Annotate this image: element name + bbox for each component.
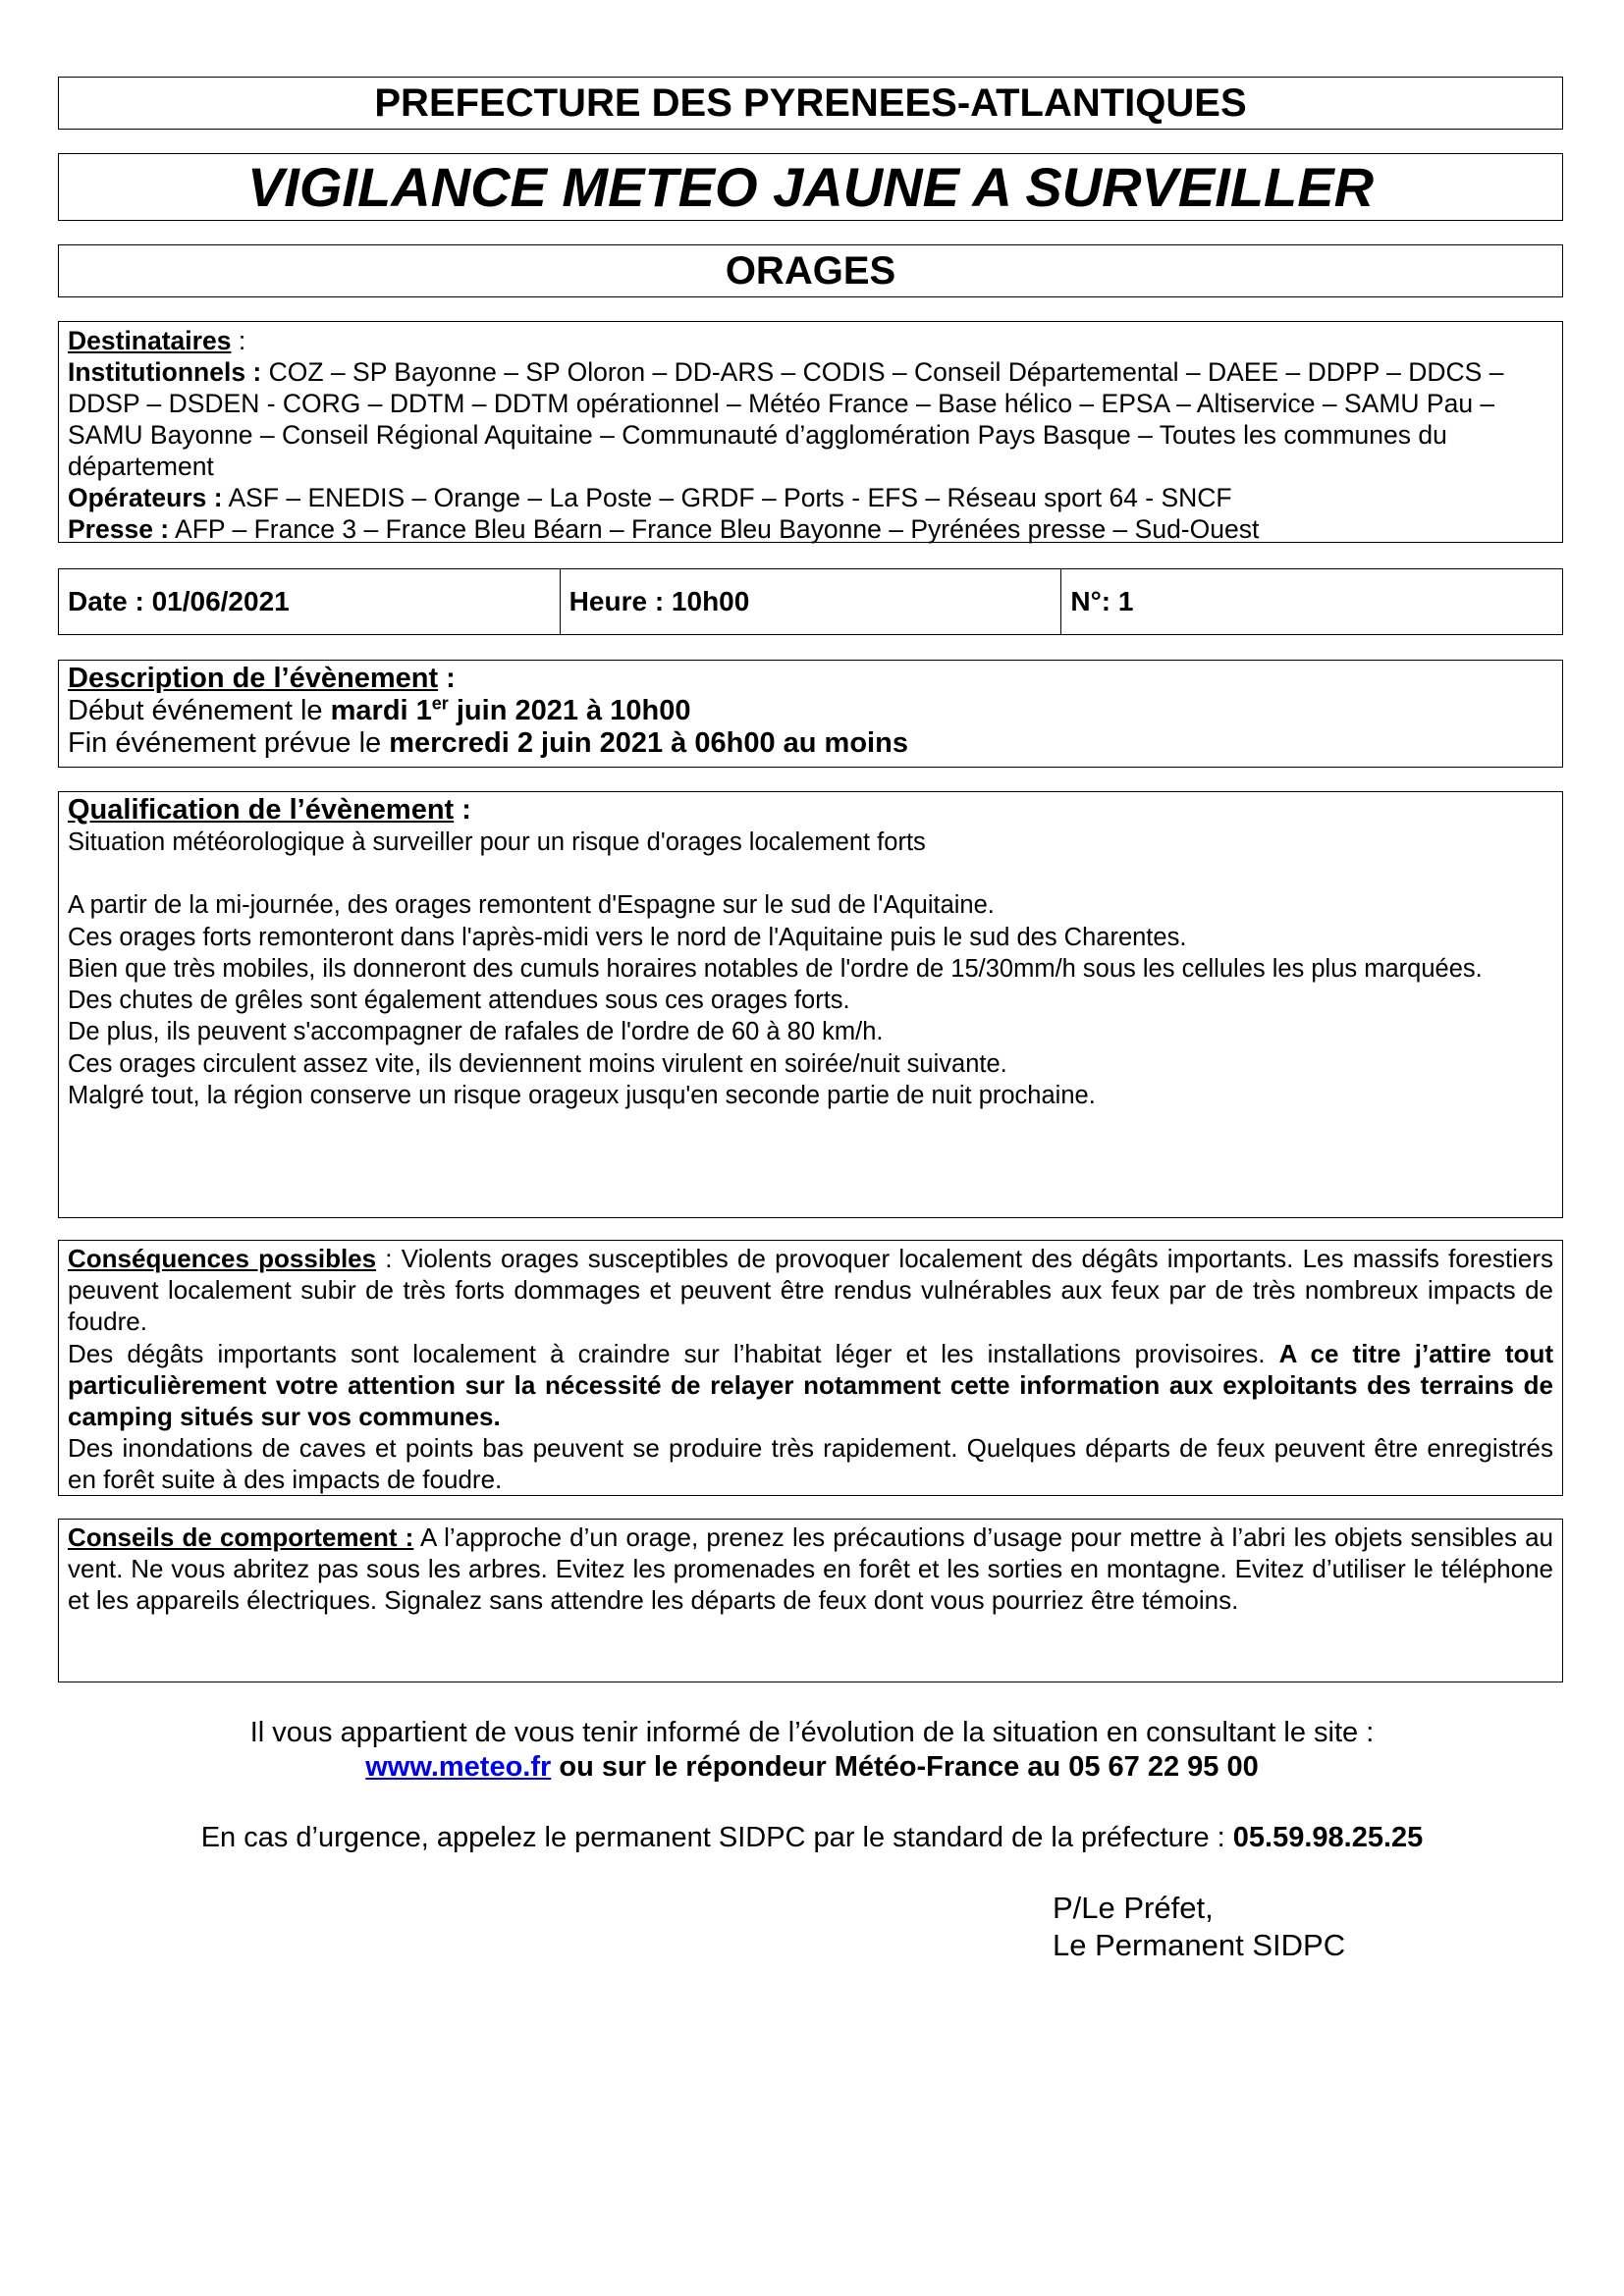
recipients-heading bbox=[68, 325, 1553, 356]
recipients-presse bbox=[68, 513, 1553, 545]
heure-cell: Heure : 10h00 bbox=[561, 569, 1062, 634]
presse-text: AFP – France 3 – France Bleu Béarn – France Bleu Bayonne – Pyrénées presse – Sud-Ouest bbox=[169, 514, 1260, 544]
signature-block bbox=[1053, 1890, 1345, 1964]
consequences-p2-bold: A ce titre j’attire tout particulièrement votre attention sur la nécessité de relayer notamment cette information aux exploitants des terrains de camping situés sur vos communes. bbox=[68, 1338, 1553, 1432]
operateurs-text: ASF – ENEDIS – Orange – La Poste – GRDF – Ports - EFS – Réseau sport 64 - SNCF bbox=[222, 483, 1232, 512]
qualification-line: A partir de la mi-journée, des orages remontent d'Espagne sur le sud de l'Aquitaine. bbox=[68, 891, 995, 920]
phenomenon-header bbox=[58, 244, 1563, 297]
consequences-p3: Des inondations de caves et points bas peuvent se produire très rapidement. Quelques départs de feux peuvent être enregistrés en forêt suite à des impacts de foudre. bbox=[68, 1433, 1553, 1495]
description-box bbox=[58, 660, 1563, 768]
qualification-box bbox=[58, 791, 1563, 1218]
consequences-p2-text: Des dégâts importants sont localement à craindre sur l’habitat léger et les installations provisoires. bbox=[68, 1338, 1279, 1368]
conseils-box bbox=[58, 1519, 1563, 1682]
footer-urgence bbox=[0, 1821, 1624, 1855]
date-cell: Date : 01/06/2021 bbox=[59, 569, 561, 634]
consequences-p1-text: : Violents orages susceptibles de provoquer localement des dégâts importants. Les massifs forestiers peuvent localement subir de très forts dommages et peuvent être rendus vulnérables aux feux par de très nombreux impacts de foudre. bbox=[68, 1244, 1553, 1337]
description-heading bbox=[68, 663, 1553, 695]
start-sup: er bbox=[431, 693, 449, 714]
urgence-text: En cas d’urgence, appelez le permanent SIDPC par le standard de la préfecture : bbox=[200, 1822, 1233, 1853]
qualification-title-suffix: : bbox=[454, 794, 471, 826]
signature-line-1: P/Le Préfet, bbox=[1053, 1891, 1214, 1925]
start-day: mardi 1 bbox=[330, 695, 432, 726]
footer-info-line: Il vous appartient de vous tenir informé de l’évolution de la situation en consultant le site : bbox=[249, 1717, 1375, 1748]
consequences-p2 bbox=[68, 1338, 1553, 1433]
conseils-title: Conseils de comportement : bbox=[68, 1522, 414, 1552]
signature-line-2: Le Permanent SIDPC bbox=[1053, 1928, 1346, 1962]
meta-row bbox=[58, 568, 1563, 635]
meteo-link[interactable]: www.meteo.fr bbox=[365, 1751, 552, 1783]
presse-label: Presse : bbox=[68, 514, 170, 544]
recipients-title-suffix: : bbox=[231, 326, 246, 355]
start-rest: juin 2021 à 10h00 bbox=[448, 695, 691, 726]
qualification-summary: Situation météorologique à surveiller pour un risque d'orages localement forts bbox=[68, 828, 926, 856]
prefecture-title: PREFECTURE DES PYRENEES-ATLANTIQUES bbox=[374, 80, 1247, 125]
consequences-p1 bbox=[68, 1243, 1553, 1338]
numero-cell: N°: 1 bbox=[1070, 586, 1134, 616]
recipients-operateurs bbox=[68, 482, 1553, 513]
qualification-heading bbox=[68, 794, 1553, 827]
qualification-line: Ces orages circulent assez vite, ils deviennent moins virulent en soirée/nuit suivante. bbox=[68, 1049, 1007, 1078]
consequences-title: Conséquences possibles bbox=[68, 1244, 377, 1273]
repondeur-text: ou sur le répondeur Météo-France au 05 67 22 95 00 bbox=[551, 1751, 1259, 1783]
end-bold: mercredi 2 juin 2021 à 06h00 au moins bbox=[389, 727, 908, 759]
start-prefix: Début événement le bbox=[68, 695, 331, 726]
qualification-line: Malgré tout, la région conserve un risque orageux jusqu'en seconde partie de nuit prochaine. bbox=[68, 1082, 1096, 1110]
institutionnels-label: Institutionnels : bbox=[68, 357, 262, 387]
recipients-box bbox=[58, 321, 1563, 543]
vigilance-header bbox=[58, 153, 1563, 221]
spacer bbox=[68, 858, 1553, 889]
footer-link-line bbox=[0, 1750, 1624, 1785]
description-start bbox=[68, 695, 1553, 727]
urgence-number: 05.59.98.25.25 bbox=[1232, 1822, 1424, 1853]
description-title-suffix: : bbox=[438, 663, 456, 694]
qualification-title: Qualification de l’évènement bbox=[68, 794, 455, 826]
consequences-box bbox=[58, 1240, 1563, 1496]
institutionnels-text: COZ – SP Bayonne – SP Oloron – DD-ARS – CODIS – Conseil Départemental – DAEE – DDPP – DDCS – DDSP – DSDEN - CORG – DDTM – DDTM opérationnel – Météo France – Base hélico – EPSA – Altiservice – SAMU Pau – SAMU Bayonne – Conseil Régional Aquitaine – Communauté d’agglomération Pays Basque – Toutes les communes du département bbox=[68, 357, 1504, 481]
recipients-institutionnels bbox=[68, 356, 1553, 482]
qualification-line: Bien que très mobiles, ils donneront des cumuls horaires notables de l'ordre de 15/30mm/h sous les cellules les plus marquées. bbox=[68, 954, 1483, 983]
end-prefix: Fin événement prévue le bbox=[68, 727, 390, 759]
prefecture-header bbox=[58, 77, 1563, 130]
operateurs-label: Opérateurs : bbox=[68, 483, 223, 512]
qualification-line: De plus, ils peuvent s'accompagner de rafales de l'ordre de 60 à 80 km/h. bbox=[68, 1018, 884, 1046]
phenomenon-title: ORAGES bbox=[725, 248, 896, 293]
qualification-line: Ces orages forts remonteront dans l'après-midi vers le nord de l'Aquitaine puis le sud des Charentes. bbox=[68, 923, 1187, 951]
description-end bbox=[68, 727, 1553, 760]
footer-info bbox=[0, 1716, 1624, 1785]
conseils-text: A l’approche d’un orage, prenez les précautions d’usage pour mettre à l’abri les objets sensibles au vent. Ne vous abritez pas sous les arbres. Evitez les promenades en forêt et les sorties en montagne. Evitez d’utiliser le téléphone et les appareils électriques. Signalez sans attendre les départs de feux dont vous pourriez être témoins. bbox=[68, 1522, 1553, 1615]
qualification-line: Des chutes de grêles sont également attendues sous ces orages forts. bbox=[68, 987, 850, 1015]
description-title: Description de l’évènement bbox=[68, 663, 439, 694]
recipients-title: Destinataires bbox=[68, 326, 232, 355]
vigilance-title: VIGILANCE METEO JAUNE A SURVEILLER bbox=[246, 156, 1375, 218]
